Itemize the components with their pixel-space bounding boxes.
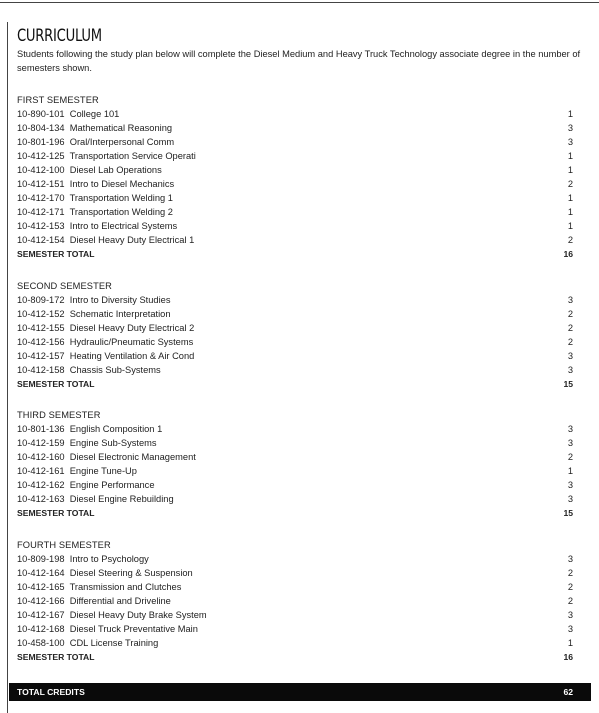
- course-code: 10-809-172: [17, 295, 65, 305]
- course-row: [17, 580, 573, 594]
- semester-title: FIRST SEMESTER: [17, 95, 99, 105]
- course-name: Oral/Interpersonal Comm: [69, 137, 175, 147]
- semester-title: THIRD SEMESTER: [17, 410, 101, 420]
- semester-3: [17, 408, 573, 520]
- course-name: CDL License Training: [69, 638, 159, 648]
- course-credits: 2: [567, 596, 573, 606]
- course-row: [17, 608, 573, 622]
- intro-text: Students following the study plan below will complete the Diesel Medium and Heavy Truck Technology associate degree in the number of semesters shown.: [17, 49, 581, 73]
- course-credits: 3: [567, 137, 573, 147]
- course-name: Diesel Engine Rebuilding: [69, 494, 174, 504]
- course-name: Hydraulic/Pneumatic Systems: [69, 337, 194, 347]
- course-credits: 3: [567, 554, 573, 564]
- course-name: Diesel Heavy Duty Electrical 2: [69, 323, 195, 333]
- course-code: 10-412-163: [17, 494, 65, 504]
- course-code: 10-412-158: [17, 365, 65, 375]
- course-row: [17, 464, 573, 478]
- course-credits: 1: [567, 151, 573, 161]
- semester-total-value: 15: [563, 379, 573, 389]
- course-code: 10-809-198: [17, 554, 65, 564]
- course-row: [17, 450, 573, 464]
- course-row: [17, 219, 573, 233]
- course-name: Diesel Heavy Duty Brake System: [69, 610, 207, 620]
- course-code: 10-412-162: [17, 480, 65, 490]
- course-row: [17, 107, 573, 121]
- semester-1: [17, 93, 573, 261]
- course-code: 10-458-100: [17, 638, 65, 648]
- course-code: 10-890-101: [17, 109, 65, 119]
- course-name: Intro to Electrical Systems: [69, 221, 178, 231]
- course-credits: 2: [567, 452, 573, 462]
- course-row: [17, 321, 573, 335]
- course-code: 10-804-134: [17, 123, 65, 133]
- course-credits: 3: [567, 610, 573, 620]
- course-code: 10-412-151: [17, 179, 65, 189]
- course-credits: 3: [567, 438, 573, 448]
- course-name: Transmission and Clutches: [69, 582, 182, 592]
- course-credits: 2: [567, 235, 573, 245]
- course-name: Heating Ventilation & Air Cond: [69, 351, 195, 361]
- course-row: [17, 149, 573, 163]
- course-name: Diesel Steering & Suspension: [69, 568, 193, 578]
- course-name: Intro to Diversity Studies: [69, 295, 171, 305]
- course-credits: 1: [567, 165, 573, 175]
- course-name: Transportation Service Operati: [69, 151, 196, 161]
- course-credits: 2: [567, 568, 573, 578]
- course-code: 10-412-152: [17, 309, 65, 319]
- semester-total-row: [17, 650, 573, 664]
- course-code: 10-412-157: [17, 351, 65, 361]
- course-row: [17, 636, 573, 650]
- course-code: 10-412-153: [17, 221, 65, 231]
- course-code: 10-801-196: [17, 137, 65, 147]
- course-row: [17, 307, 573, 321]
- course-name: English Composition 1: [69, 424, 163, 434]
- course-credits: 2: [567, 337, 573, 347]
- course-row: [17, 335, 573, 349]
- semester-total-value: 16: [563, 249, 573, 259]
- course-credits: 2: [567, 323, 573, 333]
- semester-total-row: [17, 377, 573, 391]
- course-credits: 3: [567, 624, 573, 634]
- course-credits: 2: [567, 179, 573, 189]
- course-credits: 3: [567, 480, 573, 490]
- course-credits: 1: [567, 466, 573, 476]
- course-row: [17, 478, 573, 492]
- course-row: [17, 177, 573, 191]
- top-divider: [0, 2, 599, 3]
- course-code: 10-412-155: [17, 323, 65, 333]
- semester-total-label: SEMESTER TOTAL: [17, 652, 95, 662]
- course-credits: 1: [567, 109, 573, 119]
- course-name: Engine Tune-Up: [69, 466, 137, 476]
- semester-2: [17, 279, 573, 391]
- course-name: Mathematical Reasoning: [69, 123, 173, 133]
- course-row: [17, 163, 573, 177]
- left-divider: [7, 22, 8, 713]
- course-credits: 2: [567, 582, 573, 592]
- course-row: [17, 594, 573, 608]
- semester-title: FOURTH SEMESTER: [17, 540, 111, 550]
- course-code: 10-412-125: [17, 151, 65, 161]
- course-row: [17, 349, 573, 363]
- curriculum-content: [17, 26, 581, 662]
- course-code: 10-412-159: [17, 438, 65, 448]
- course-code: 10-412-164: [17, 568, 65, 578]
- course-row: [17, 135, 573, 149]
- course-row: [17, 293, 573, 307]
- course-name: Engine Performance: [69, 480, 155, 490]
- total-credits-bar: [9, 683, 591, 701]
- course-row: [17, 191, 573, 205]
- course-row: [17, 436, 573, 450]
- semester-total-label: SEMESTER TOTAL: [17, 508, 95, 518]
- course-code: 10-412-165: [17, 582, 65, 592]
- semester-total-row: [17, 506, 573, 520]
- total-credits-label: TOTAL CREDITS: [17, 687, 85, 697]
- course-name: College 101: [69, 109, 120, 119]
- course-credits: 2: [567, 309, 573, 319]
- semester-total-value: 16: [563, 652, 573, 662]
- course-credits: 3: [567, 365, 573, 375]
- course-credits: 1: [567, 638, 573, 648]
- course-code: 10-412-160: [17, 452, 65, 462]
- course-row: [17, 363, 573, 377]
- course-row: [17, 566, 573, 580]
- course-row: [17, 492, 573, 506]
- course-name: Intro to Psychology: [69, 554, 149, 564]
- course-name: Transportation Welding 1: [69, 193, 173, 203]
- course-name: Diesel Electronic Management: [69, 452, 196, 462]
- course-code: 10-412-154: [17, 235, 65, 245]
- semester-title: SECOND SEMESTER: [17, 281, 112, 291]
- course-row: [17, 205, 573, 219]
- semester-total-label: SEMESTER TOTAL: [17, 249, 95, 259]
- course-credits: 3: [567, 295, 573, 305]
- course-name: Diesel Lab Operations: [69, 165, 162, 175]
- course-name: Diesel Heavy Duty Electrical 1: [69, 235, 195, 245]
- course-row: [17, 121, 573, 135]
- course-code: 10-412-161: [17, 466, 65, 476]
- course-name: Engine Sub-Systems: [69, 438, 157, 448]
- course-code: 10-412-166: [17, 596, 65, 606]
- course-row: [17, 622, 573, 636]
- course-row: [17, 233, 573, 247]
- course-name: Differential and Driveline: [69, 596, 171, 606]
- course-credits: 3: [567, 494, 573, 504]
- course-credits: 1: [567, 207, 573, 217]
- course-name: Schematic Interpretation: [69, 309, 171, 319]
- page-title: CURRICULUM: [17, 26, 102, 46]
- course-code: 10-801-136: [17, 424, 65, 434]
- course-credits: 3: [567, 351, 573, 361]
- course-name: Chassis Sub-Systems: [69, 365, 161, 375]
- course-credits: 1: [567, 221, 573, 231]
- course-row: [17, 422, 573, 436]
- course-name: Intro to Diesel Mechanics: [69, 179, 175, 189]
- course-name: Diesel Truck Preventative Main: [69, 624, 198, 634]
- course-credits: 1: [567, 193, 573, 203]
- semester-total-value: 15: [563, 508, 573, 518]
- course-row: [17, 552, 573, 566]
- course-code: 10-412-156: [17, 337, 65, 347]
- semester-total-label: SEMESTER TOTAL: [17, 379, 95, 389]
- course-credits: 3: [567, 424, 573, 434]
- course-code: 10-412-167: [17, 610, 65, 620]
- course-credits: 3: [567, 123, 573, 133]
- course-code: 10-412-170: [17, 193, 65, 203]
- course-code: 10-412-100: [17, 165, 65, 175]
- course-name: Transportation Welding 2: [69, 207, 173, 217]
- semester-4: [17, 538, 573, 664]
- total-credits-value: 62: [563, 687, 573, 697]
- course-code: 10-412-171: [17, 207, 65, 217]
- semester-total-row: [17, 247, 573, 261]
- course-code: 10-412-168: [17, 624, 65, 634]
